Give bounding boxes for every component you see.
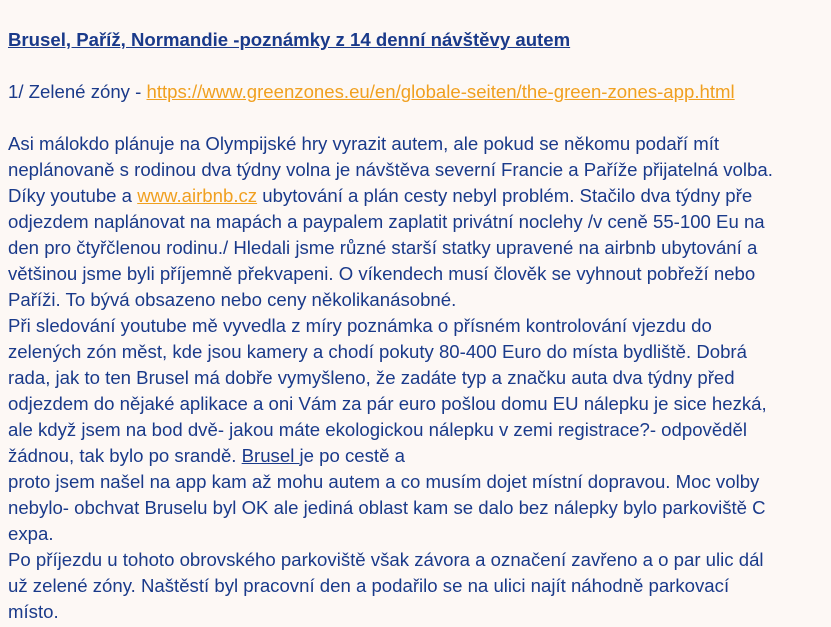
text-line [8, 183, 831, 209]
paragraph-1 [8, 131, 831, 313]
text-line: expa. [8, 523, 54, 544]
text-fragment: ubytování a plán cesty nebyl problém. Stačilo dva týdny pře [257, 185, 753, 206]
text-line [8, 443, 831, 469]
paragraph-2 [8, 313, 831, 547]
text-fragment: žádnou, tak bylo po srandě. [8, 445, 242, 466]
section-label: 1/ Zelené zóny - [8, 81, 147, 102]
text-line: den pro čtyřčlenou rodinu./ Hledali jsme různé starší statky upravené na airbnb ubytování a [8, 237, 758, 258]
text-line: nebylo- obchvat Bruselu byl OK ale jediná oblast kam se dalo bez nálepky bylo parkoviště C [8, 497, 766, 518]
green-zones-link[interactable]: https://www.greenzones.eu/en/globale-seiten/the-green-zones-app.html [146, 81, 735, 102]
text-line: odjezdem do nějaké aplikace a oni Vám za pár euro pošlou domu EU nálepku je sice hezká, [8, 393, 767, 414]
text-line: ale když jsem na bod dvě- jakou máte ekologickou nálepku v zemi registrace?- odpověděl [8, 419, 747, 440]
spacer [8, 105, 831, 131]
document-title: Brusel, Paříž, Normandie -poznámky z 14 denní návštěvy autem [8, 29, 571, 50]
text-line: Po příjezdu u tohoto obrovského parkoviště však závora a označení zavřeno a o par ulic dál [8, 549, 764, 570]
paragraph-3 [8, 547, 831, 625]
text-line: Při sledování youtube mě vyvedla z míry poznámka o přísném kontrolování vjezdu do [8, 315, 712, 336]
text-fragment: je po cestě a [299, 445, 405, 466]
text-line: většinou jsme byli příjemně překvapeni. O víkendech musí člověk se vyhnout pobřeží nebo [8, 263, 756, 284]
document-body [8, 27, 831, 625]
text-line: proto jsem našel na app kam až mohu autem a co musím dojet místní dopravou. Moc volby [8, 471, 760, 492]
text-line: Asi málokdo plánuje na Olympijské hry vyrazit autem, ale pokud se někomu podaří mít [8, 133, 720, 154]
text-line: zelených zón měst, kde jsou kamery a chodí pokuty 80-400 Euro do místa bydliště. Dobrá [8, 341, 747, 362]
airbnb-link[interactable]: www.airbnb.cz [137, 185, 258, 206]
text-line: Paříži. To bývá obsazeno nebo ceny několikanásobné. [8, 289, 457, 310]
brusel-underlined: Brusel [241, 445, 300, 466]
text-line: už zelené zóny. Naštěstí byl pracovní den a podařilo se na ulici najít náhodně parkovací [8, 575, 730, 596]
section-green-zones [8, 79, 831, 105]
text-line: místo. [8, 601, 59, 622]
text-line: neplánovaně s rodinou dva týdny volna je návštěva severní Francie a Paříže přijatelná volba. [8, 159, 773, 180]
spacer [8, 53, 831, 79]
text-line: odjezdem naplánovat na mapách a paypalem zaplatit privátní noclehy /v ceně 55-100 Eu na [8, 211, 765, 232]
text-line: rada, jak to ten Brusel má dobře vymyšleno, že zadáte typ a značku auta dva týdny před [8, 367, 735, 388]
text-fragment: Díky youtube a [8, 185, 138, 206]
